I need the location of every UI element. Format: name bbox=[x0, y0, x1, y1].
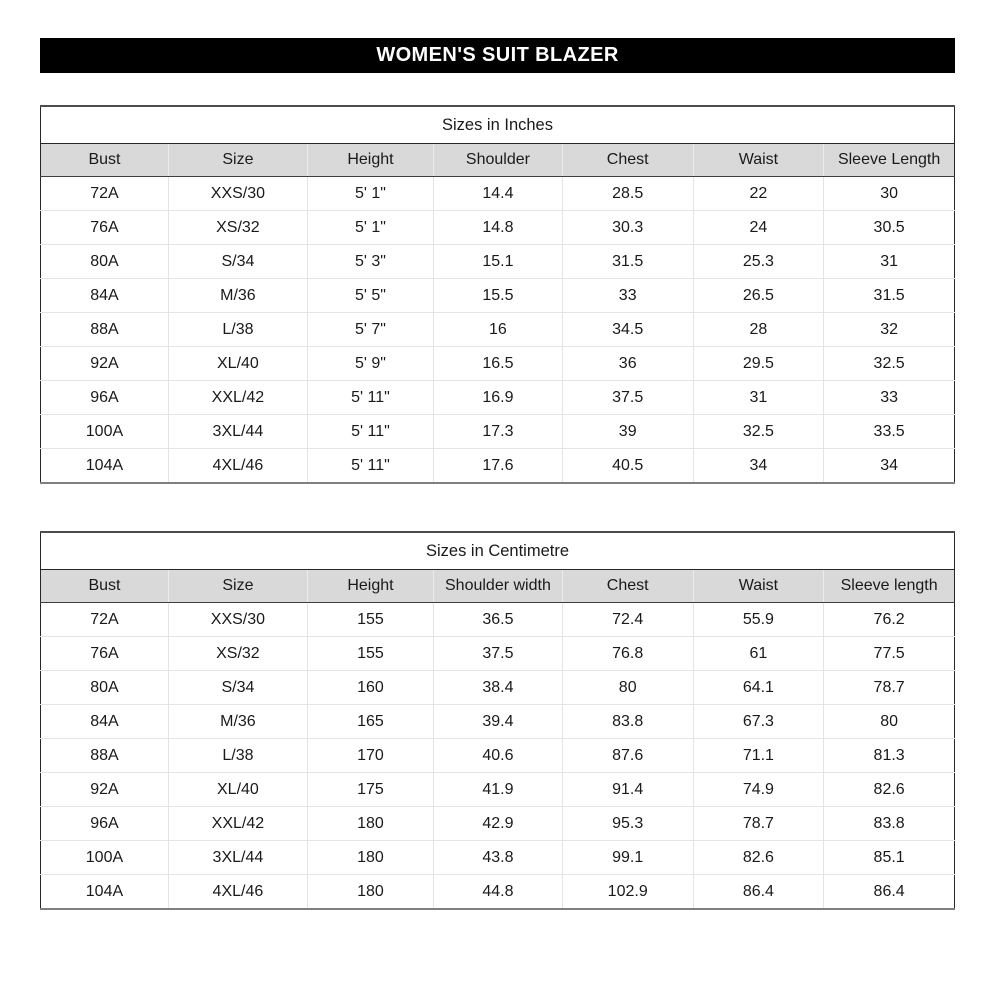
table-row bbox=[41, 603, 955, 637]
table-cell: 34 bbox=[693, 449, 824, 484]
table-row bbox=[41, 449, 955, 484]
table-cell: 5' 11" bbox=[307, 381, 433, 415]
table-title-row bbox=[41, 106, 955, 144]
table-cell: 86.4 bbox=[824, 875, 955, 910]
table-title: Sizes in Inches bbox=[41, 106, 955, 144]
table-cell: 84A bbox=[41, 279, 169, 313]
table-cell: 42.9 bbox=[434, 807, 563, 841]
table-cell: 78.7 bbox=[824, 671, 955, 705]
sizes-in-centimetre-table bbox=[40, 531, 955, 910]
table-cell: 44.8 bbox=[434, 875, 563, 910]
table-row bbox=[41, 705, 955, 739]
column-header: Chest bbox=[562, 570, 693, 603]
table-cell: 180 bbox=[307, 807, 433, 841]
table-cell: 92A bbox=[41, 347, 169, 381]
table-row bbox=[41, 381, 955, 415]
table-cell: 5' 1" bbox=[307, 177, 433, 211]
table-cell: 78.7 bbox=[693, 807, 824, 841]
table-cell: 16 bbox=[434, 313, 563, 347]
table-cell: 165 bbox=[307, 705, 433, 739]
table-cell: 43.8 bbox=[434, 841, 563, 875]
table-cell: 55.9 bbox=[693, 603, 824, 637]
table-cell: 180 bbox=[307, 841, 433, 875]
table-cell: S/34 bbox=[168, 671, 307, 705]
table-row bbox=[41, 211, 955, 245]
column-header: Sleeve Length bbox=[824, 144, 955, 177]
table-cell: 5' 11" bbox=[307, 415, 433, 449]
table-cell: XS/32 bbox=[168, 211, 307, 245]
table-cell: 86.4 bbox=[693, 875, 824, 910]
table-cell: 5' 9" bbox=[307, 347, 433, 381]
table-cell: 4XL/46 bbox=[168, 449, 307, 484]
table-cell: 17.6 bbox=[434, 449, 563, 484]
table-cell: 76.8 bbox=[562, 637, 693, 671]
table-cell: 85.1 bbox=[824, 841, 955, 875]
table-cell: 96A bbox=[41, 381, 169, 415]
table-row bbox=[41, 773, 955, 807]
table-row bbox=[41, 637, 955, 671]
table-body bbox=[41, 177, 955, 484]
table-cell: XXS/30 bbox=[168, 177, 307, 211]
table-cell: 160 bbox=[307, 671, 433, 705]
table-cell: 180 bbox=[307, 875, 433, 910]
table-cell: 33 bbox=[562, 279, 693, 313]
title-banner bbox=[40, 38, 955, 73]
column-header: Shoulder width bbox=[434, 570, 563, 603]
table-row bbox=[41, 245, 955, 279]
table-cell: 5' 3" bbox=[307, 245, 433, 279]
table-cell: 14.8 bbox=[434, 211, 563, 245]
table-cell: 155 bbox=[307, 603, 433, 637]
column-header: Size bbox=[168, 570, 307, 603]
table-cell: 102.9 bbox=[562, 875, 693, 910]
table-cell: 5' 11" bbox=[307, 449, 433, 484]
table-cell: 83.8 bbox=[824, 807, 955, 841]
table-cell: XS/32 bbox=[168, 637, 307, 671]
table-row bbox=[41, 841, 955, 875]
table-cell: L/38 bbox=[168, 739, 307, 773]
table-cell: 33 bbox=[824, 381, 955, 415]
column-header: Height bbox=[307, 570, 433, 603]
table-cell: 36.5 bbox=[434, 603, 563, 637]
table-cell: 16.9 bbox=[434, 381, 563, 415]
table-cell: L/38 bbox=[168, 313, 307, 347]
table-cell: XXL/42 bbox=[168, 807, 307, 841]
table-cell: 72.4 bbox=[562, 603, 693, 637]
table-header-row bbox=[41, 144, 955, 177]
table-cell: 175 bbox=[307, 773, 433, 807]
sizes-in-inches-table bbox=[40, 105, 955, 484]
table-cell: 28 bbox=[693, 313, 824, 347]
table-cell: 82.6 bbox=[824, 773, 955, 807]
column-header: Waist bbox=[693, 144, 824, 177]
table-cell: 76A bbox=[41, 637, 169, 671]
table-cell: 40.5 bbox=[562, 449, 693, 484]
table-cell: 72A bbox=[41, 177, 169, 211]
table-cell: 5' 7" bbox=[307, 313, 433, 347]
table-cell: 4XL/46 bbox=[168, 875, 307, 910]
table-cell: 31 bbox=[693, 381, 824, 415]
table-cell: 155 bbox=[307, 637, 433, 671]
table-cell: 100A bbox=[41, 841, 169, 875]
table-cell: 28.5 bbox=[562, 177, 693, 211]
table-row bbox=[41, 313, 955, 347]
table-cell: 67.3 bbox=[693, 705, 824, 739]
table-cell: 15.1 bbox=[434, 245, 563, 279]
table-row bbox=[41, 279, 955, 313]
table-cell: 99.1 bbox=[562, 841, 693, 875]
column-header: Size bbox=[168, 144, 307, 177]
table-cell: 34 bbox=[824, 449, 955, 484]
table-cell: 32.5 bbox=[693, 415, 824, 449]
table-cell: 33.5 bbox=[824, 415, 955, 449]
table-cell: 61 bbox=[693, 637, 824, 671]
table-cell: 83.8 bbox=[562, 705, 693, 739]
table-cell: 26.5 bbox=[693, 279, 824, 313]
table-cell: 37.5 bbox=[434, 637, 563, 671]
table-cell: 95.3 bbox=[562, 807, 693, 841]
table-cell: 84A bbox=[41, 705, 169, 739]
table-cell: 32 bbox=[824, 313, 955, 347]
table-cell: 39 bbox=[562, 415, 693, 449]
table-cell: 96A bbox=[41, 807, 169, 841]
table-cell: 72A bbox=[41, 603, 169, 637]
table-cell: 81.3 bbox=[824, 739, 955, 773]
table-row bbox=[41, 415, 955, 449]
table-cell: XL/40 bbox=[168, 773, 307, 807]
table-cell: XL/40 bbox=[168, 347, 307, 381]
table-row bbox=[41, 739, 955, 773]
table-cell: 24 bbox=[693, 211, 824, 245]
table-cell: 80A bbox=[41, 671, 169, 705]
table-cell: 3XL/44 bbox=[168, 841, 307, 875]
table-cell: 14.4 bbox=[434, 177, 563, 211]
column-header: Bust bbox=[41, 144, 169, 177]
table-cell: 3XL/44 bbox=[168, 415, 307, 449]
table-cell: 80 bbox=[824, 705, 955, 739]
column-header: Shoulder bbox=[434, 144, 563, 177]
table-cell: 64.1 bbox=[693, 671, 824, 705]
column-header: Waist bbox=[693, 570, 824, 603]
table-cell: M/36 bbox=[168, 279, 307, 313]
table-cell: 71.1 bbox=[693, 739, 824, 773]
table-cell: 29.5 bbox=[693, 347, 824, 381]
table-cell: 16.5 bbox=[434, 347, 563, 381]
column-header: Chest bbox=[562, 144, 693, 177]
table-row bbox=[41, 875, 955, 910]
table-cell: 15.5 bbox=[434, 279, 563, 313]
table-cell: 25.3 bbox=[693, 245, 824, 279]
column-header: Height bbox=[307, 144, 433, 177]
table-cell: 32.5 bbox=[824, 347, 955, 381]
table-cell: 31 bbox=[824, 245, 955, 279]
table-cell: 30 bbox=[824, 177, 955, 211]
table-row bbox=[41, 671, 955, 705]
table-body bbox=[41, 603, 955, 910]
table-cell: 30.3 bbox=[562, 211, 693, 245]
table-cell: 31.5 bbox=[562, 245, 693, 279]
table-cell: 31.5 bbox=[824, 279, 955, 313]
table-cell: 37.5 bbox=[562, 381, 693, 415]
table-cell: 5' 1" bbox=[307, 211, 433, 245]
table-cell: 170 bbox=[307, 739, 433, 773]
column-header: Sleeve length bbox=[824, 570, 955, 603]
table-cell: 80A bbox=[41, 245, 169, 279]
table-cell: 30.5 bbox=[824, 211, 955, 245]
table-cell: XXS/30 bbox=[168, 603, 307, 637]
table-cell: 36 bbox=[562, 347, 693, 381]
table-cell: 87.6 bbox=[562, 739, 693, 773]
table-cell: 77.5 bbox=[824, 637, 955, 671]
table-cell: 76.2 bbox=[824, 603, 955, 637]
table-cell: 5' 5" bbox=[307, 279, 433, 313]
table-cell: 39.4 bbox=[434, 705, 563, 739]
table-cell: 74.9 bbox=[693, 773, 824, 807]
table-cell: S/34 bbox=[168, 245, 307, 279]
table-cell: 104A bbox=[41, 449, 169, 484]
table-cell: 40.6 bbox=[434, 739, 563, 773]
table-cell: 80 bbox=[562, 671, 693, 705]
column-header: Bust bbox=[41, 570, 169, 603]
table-cell: 100A bbox=[41, 415, 169, 449]
table-row bbox=[41, 177, 955, 211]
table-cell: XXL/42 bbox=[168, 381, 307, 415]
table-cell: 22 bbox=[693, 177, 824, 211]
table-cell: 76A bbox=[41, 211, 169, 245]
table-cell: 88A bbox=[41, 739, 169, 773]
table-title: Sizes in Centimetre bbox=[41, 532, 955, 570]
table-row bbox=[41, 807, 955, 841]
table-cell: 88A bbox=[41, 313, 169, 347]
table-cell: 91.4 bbox=[562, 773, 693, 807]
table-title-row bbox=[41, 532, 955, 570]
table-cell: 17.3 bbox=[434, 415, 563, 449]
table-cell: 92A bbox=[41, 773, 169, 807]
table-cell: M/36 bbox=[168, 705, 307, 739]
title-banner-text: WOMEN'S SUIT BLAZER bbox=[376, 44, 619, 66]
table-cell: 82.6 bbox=[693, 841, 824, 875]
table-cell: 104A bbox=[41, 875, 169, 910]
table-cell: 38.4 bbox=[434, 671, 563, 705]
table-cell: 34.5 bbox=[562, 313, 693, 347]
table-row bbox=[41, 347, 955, 381]
table-cell: 41.9 bbox=[434, 773, 563, 807]
table-header-row bbox=[41, 570, 955, 603]
